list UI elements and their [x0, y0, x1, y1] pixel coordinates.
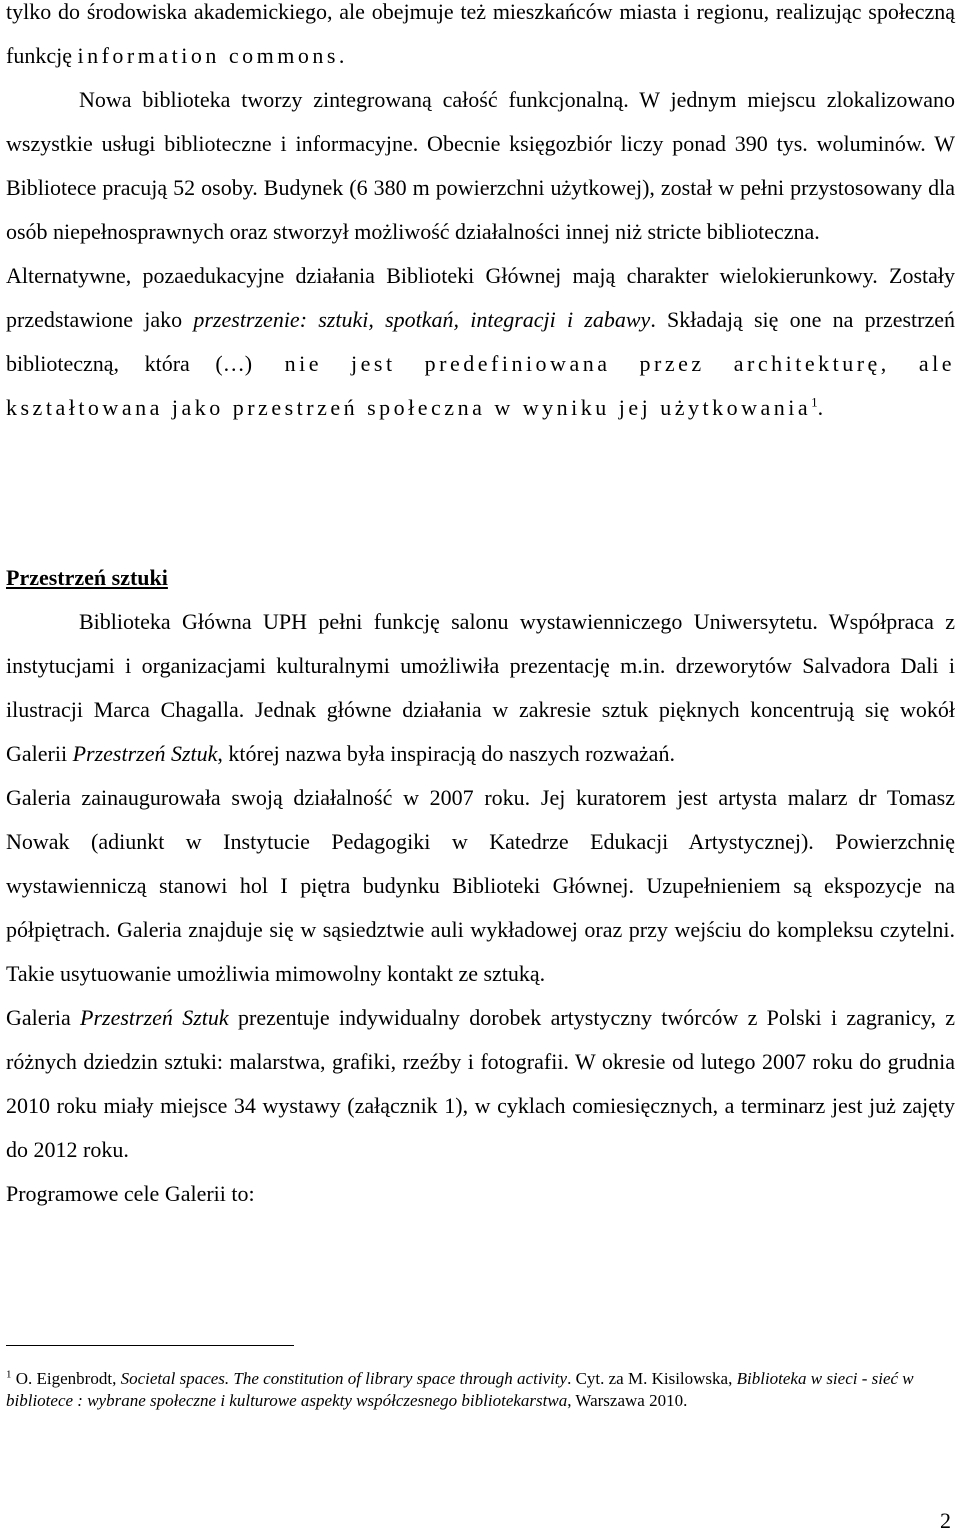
- paragraph-gallery-intro: Biblioteka Główna UPH pełni funkcję salonu wystawienniczego Uniwersytetu. Współpraca z instytucjami i organizacjami kulturalnymi umożliwiła prezentację m.in. drzeworytów Salvadora Dali i ilustracji Marca Chagalla. Jednak główne działania w zakresie sztuk pięknych koncentrują się wokół Galerii Przestrzeń Sztuk, której nazwa była inspiracją do naszych rozważań.: [6, 609, 955, 766]
- section-heading: Przestrzeń sztuki: [6, 565, 168, 590]
- page-number: 2: [940, 1508, 951, 1533]
- art-space-section: [6, 600, 955, 1216]
- paragraph-gallery-goals: Programowe cele Galerii to:: [6, 1181, 255, 1206]
- paragraph-continuation: tylko do środowiska akademickiego, ale obejmuje też mieszkańców miasta i regionu, realizując społeczną funkcję information commons.: [6, 0, 955, 68]
- footnote-ref[interactable]: 1: [811, 394, 818, 410]
- paragraph-gallery-exhibitions: Galeria Przestrzeń Sztuk prezentuje indywidualny dorobek artystyczny twórców z Polski i zagranicy, z różnych dziedzin sztuki: malarstwa, grafiki, rzeźby i fotografii. W okresie od lutego 2007 roku do grudnia 2010 roku miały miejsce 34 wystawy (załącznik 1), w cyklach comiesięcznych, a terminarz jest już zajęty do 2012 roku.: [6, 1005, 956, 1162]
- footnote-divider: [6, 1345, 294, 1346]
- paragraph-alternative-activities: Alternatywne, pozaedukacyjne działania Biblioteki Głównej mają charakter wielokierunkowy. Zostały przedstawione jako przestrzenie: sztuki, spotkań, integracji i zabawy. Składają się one na przestrzeń biblioteczną, która (…) nie jest predefiniowana przez architekturę, ale kształtowana jako przestrzeń społeczna w wyniku jej użytkowania$^1$.: [6, 263, 955, 420]
- paragraph-gallery-inauguration: Galeria zainaugurowała swoją działalność w 2007 roku. Jej kuratorem jest artysta malarz dr Tomasz Nowak (adiunkt w Instytucie Pedagogiki w Katedrze Edukacji Artystycznej). Powierzchnię wystawienniczą stanowi hol I piętra budynku Biblioteki Głównej. Uzupełnieniem są ekspozycje na półpiętrach. Galeria znajduje się w sąsiedztwie auli wykładowej oraz przy wejściu do kompleksu czytelni. Takie usytuowanie umożliwia mimowolny kontakt ze sztuką.: [6, 785, 955, 986]
- intro-section: [6, 0, 955, 430]
- footnote: $^1$ O. Eigenbrodt, Societal spaces. The constitution of library space through activity. Cyt. za M. Kisilowska, Biblioteka w sieci - sieć w bibliotece : wybrane społeczne i kulturowe aspekty współczesnego bibliotekarstwa, Warszawa 2010.: [6, 1368, 914, 1410]
- paragraph-new-library: Nowa biblioteka tworzy zintegrowaną całość funkcjonalną. W jednym miejscu zlokalizowano wszystkie usługi biblioteczne i informacyjne. Obecnie księgozbiór liczy ponad 390 tys. woluminów. W Bibliotece pracują 52 osoby. Budynek (6 380 m powierzchni użytkowej), został w pełni przystosowany dla osób niepełnosprawnych oraz stworzył możliwość działalności innej niż stricte biblioteczna.: [6, 87, 955, 244]
